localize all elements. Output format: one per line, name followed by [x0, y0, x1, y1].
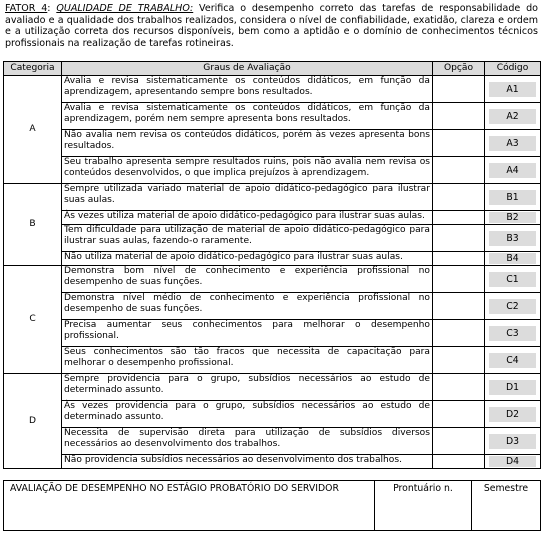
- category-c: C: [4, 266, 62, 374]
- code-badge: A3: [489, 136, 536, 151]
- option-cell-d2[interactable]: [433, 401, 485, 428]
- table-row: [4, 266, 541, 293]
- code-badge: C3: [489, 326, 536, 341]
- code-badge: B1: [489, 190, 536, 205]
- grade-description: Seu trabalho apresenta sempre resultados ruins, pois não avalia nem revisa os conteúdos desenvolvidos, o que implica prejuízos à aprendizagem.: [62, 157, 433, 184]
- factor-description: [5, 3, 538, 49]
- grade-description: Necessita de supervisão direta para utilização de subsídios diversos necessários ao desenvolvimento dos trabalhos.: [62, 428, 433, 455]
- factor-text: Verifica o desempenho correto das tarefas de responsabilidade do avaliado e a qualidade dos trabalhos realizados, considera o nível de confiabilidade, exatidão, clareza e ordem e a utilização correta dos recursos disponíveis, bem como a aptidão e o domínio de conhecimentos técnicos profissionais na realização de tarefas rotineiras.: [5, 3, 538, 49]
- option-cell-b1[interactable]: [433, 184, 485, 211]
- grade-description: Avalia e revisa sistematicamente os conteúdos didáticos, em função da aprendizagem, apresentando sempre bons resultados.: [62, 76, 433, 103]
- option-cell-b4[interactable]: [433, 252, 485, 266]
- factor-label: FATOR 4: [5, 3, 48, 14]
- code-badge: D2: [489, 407, 536, 422]
- table-row: [4, 184, 541, 211]
- grade-description: Às vezes providencia para o grupo, subsídios necessários ao estudo de determinado assunto.: [62, 401, 433, 428]
- grade-description: Sempre providencia para o grupo, subsídios necessários ao estudo de determinado assunto.: [62, 374, 433, 401]
- option-cell-a2[interactable]: [433, 103, 485, 130]
- code-badge: B4: [489, 253, 536, 264]
- header-codigo: Código: [485, 62, 541, 76]
- table-row: [4, 76, 541, 103]
- option-cell-d4[interactable]: [433, 455, 485, 469]
- option-cell-c3[interactable]: [433, 320, 485, 347]
- table-row: [4, 374, 541, 401]
- header-graus: Graus de Avaliação: [62, 62, 433, 76]
- option-cell-d3[interactable]: [433, 428, 485, 455]
- table-row: [4, 455, 541, 469]
- grade-description: Não providencia subsídios necessários ao desenvolvimento dos trabalhos.: [62, 455, 433, 469]
- grade-description: Demonstra bom nível de conhecimento e experiência profissional no desempenho de suas funções.: [62, 266, 433, 293]
- code-badge: D3: [489, 434, 536, 449]
- table-row: [4, 293, 541, 320]
- table-row: [4, 320, 541, 347]
- prontuario-field[interactable]: Prontuário n.: [375, 481, 472, 531]
- grade-description: Sempre utilizada variado material de apoio didático-pedagógico para ilustrar suas aulas.: [62, 184, 433, 211]
- table-row: [4, 157, 541, 184]
- grade-description: Não avalia nem revisa os conteúdos didáticos, porém às vezes apresenta bons resultados.: [62, 130, 433, 157]
- code-badge: C2: [489, 299, 536, 314]
- code-badge: B3: [489, 231, 536, 246]
- evaluation-table: [3, 61, 541, 469]
- grade-description: Não utiliza material de apoio didático-pedagógico para ilustrar suas aulas.: [62, 252, 433, 266]
- option-cell-a4[interactable]: [433, 157, 485, 184]
- factor-title: QUALIDADE DE TRABALHO:: [56, 3, 194, 14]
- footer-table: [3, 480, 541, 531]
- option-cell-c2[interactable]: [433, 293, 485, 320]
- option-cell-b3[interactable]: [433, 225, 485, 252]
- option-cell-b2[interactable]: [433, 211, 485, 225]
- option-cell-d1[interactable]: [433, 374, 485, 401]
- code-badge: D1: [489, 380, 536, 395]
- code-badge: C4: [489, 353, 536, 368]
- table-row: [4, 211, 541, 225]
- grade-description: Às vezes utiliza material de apoio didático-pedagógico para ilustrar suas aulas.: [62, 211, 433, 225]
- table-row: [4, 252, 541, 266]
- code-badge: A1: [489, 82, 536, 97]
- option-cell-c1[interactable]: [433, 266, 485, 293]
- option-cell-c4[interactable]: [433, 347, 485, 374]
- code-badge: D4: [489, 456, 536, 467]
- table-header-row: [4, 62, 541, 76]
- factor-colon: :: [47, 3, 51, 14]
- category-b: B: [4, 184, 62, 266]
- grade-description: Demonstra nível médio de conhecimento e experiência profissional no desempenho de suas funções.: [62, 293, 433, 320]
- code-badge: A2: [489, 109, 536, 124]
- footer-title: AVALIAÇÃO DE DESEMPENHO NO ESTÁGIO PROBATÓRIO DO SERVIDOR: [4, 481, 375, 531]
- code-badge: A4: [489, 163, 536, 178]
- category-d: D: [4, 374, 62, 469]
- table-row: [4, 401, 541, 428]
- grade-description: Seus conhecimentos são tão fracos que necessita de capacitação para melhorar o desempenho profissional.: [62, 347, 433, 374]
- code-badge: B2: [489, 212, 536, 223]
- option-cell-a1[interactable]: [433, 76, 485, 103]
- grade-description: Avalia e revisa sistematicamente os conteúdos didáticos, em função da aprendizagem, porém nem sempre apresenta bons resultados.: [62, 103, 433, 130]
- table-row: [4, 347, 541, 374]
- option-cell-a3[interactable]: [433, 130, 485, 157]
- table-row: [4, 103, 541, 130]
- category-a: A: [4, 76, 62, 184]
- table-row: [4, 428, 541, 455]
- grade-description: Precisa aumentar seus conhecimentos para melhorar o desempenho profissional.: [62, 320, 433, 347]
- code-badge: C1: [489, 272, 536, 287]
- header-categoria: Categoria: [4, 62, 62, 76]
- semestre-field[interactable]: Semestre: [472, 481, 541, 531]
- table-row: [4, 130, 541, 157]
- grade-description: Tem dificuldade para utilização de material de apoio didático-pedagógico para ilustrar suas aulas, fazendo-o raramente.: [62, 225, 433, 252]
- header-opcao: Opção: [433, 62, 485, 76]
- table-row: [4, 225, 541, 252]
